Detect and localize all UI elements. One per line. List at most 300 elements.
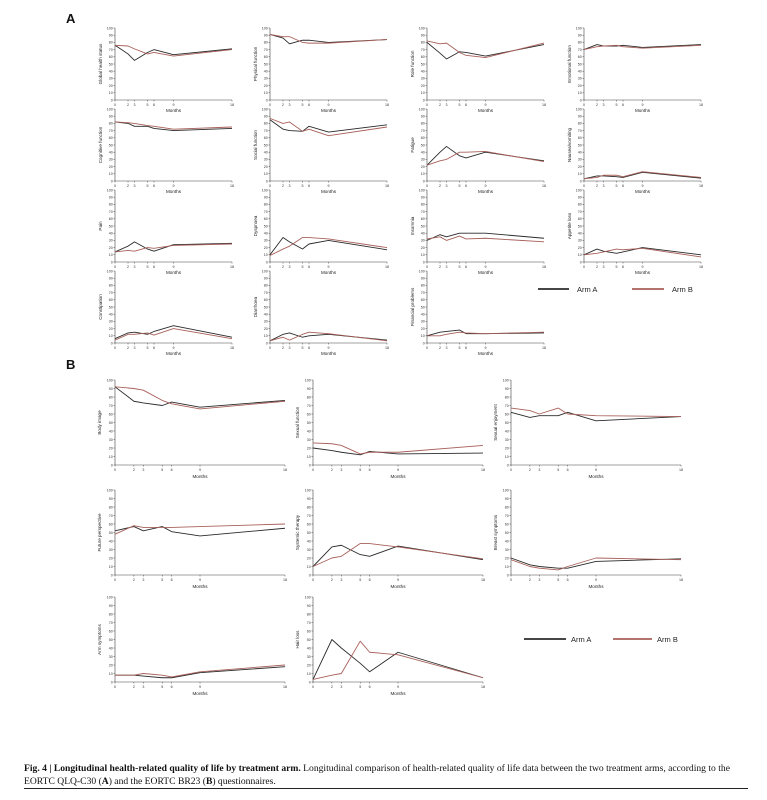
x-tick-label: 0 — [426, 345, 428, 350]
y-tick-label: 50 — [420, 224, 425, 229]
chart-16 — [295, 378, 485, 479]
x-tick-label: 5 — [359, 577, 362, 582]
y-tick-label: 30 — [420, 319, 425, 324]
y-tick-label: 60 — [577, 136, 582, 141]
chart-15 — [97, 378, 287, 479]
y-tick-label: 10 — [420, 334, 425, 339]
y-tick-label: 20 — [504, 556, 509, 561]
y-tick-label: 100 — [418, 269, 425, 274]
x-tick-label: 18 — [385, 183, 389, 188]
x-tick-label: 0 — [426, 102, 428, 107]
x-tick-label: 6 — [153, 183, 155, 188]
x-tick-label: 6 — [368, 577, 371, 582]
chart-5 — [253, 107, 389, 194]
x-tick-label: 9 — [172, 264, 175, 269]
y-tick-label: 20 — [263, 164, 268, 169]
x-tick-label: 9 — [172, 183, 175, 188]
x-tick-label: 3 — [133, 102, 136, 107]
y-tick-label: 30 — [306, 547, 311, 552]
y-tick-label: 30 — [263, 157, 268, 162]
y-tick-label: 70 — [420, 128, 425, 133]
y-tick-label: 90 — [577, 114, 582, 119]
y-tick-label: 80 — [108, 121, 113, 126]
y-axis-label: Appetite loss — [567, 212, 572, 240]
x-axis-label: Months — [320, 108, 337, 113]
y-tick-label: 80 — [263, 283, 268, 288]
x-tick-label: 5 — [557, 467, 560, 472]
y-tick-label: 20 — [577, 245, 582, 250]
y-axis-label: Constipation — [98, 294, 103, 320]
y-tick-label: 0 — [110, 463, 113, 468]
series-line-arm-a — [584, 45, 701, 50]
x-axis-label: Months — [192, 584, 208, 589]
y-tick-label: 0 — [422, 98, 425, 103]
charts-area — [97, 26, 703, 696]
y-tick-label: 90 — [306, 386, 311, 391]
x-tick-label: 0 — [426, 264, 428, 269]
x-tick-label: 18 — [385, 264, 389, 269]
y-axis-label: Breast symptoms — [493, 514, 498, 551]
y-tick-label: 20 — [263, 245, 268, 250]
y-axis-label: Role function — [410, 50, 415, 78]
x-tick-label: 9 — [327, 345, 330, 350]
x-tick-label: 18 — [542, 183, 546, 188]
y-tick-label: 70 — [263, 47, 268, 52]
y-tick-label: 10 — [263, 172, 268, 177]
x-tick-label: 2 — [528, 467, 531, 472]
y-tick-label: 0 — [579, 98, 582, 103]
series-line-arm-b — [427, 151, 544, 165]
x-tick-label: 3 — [340, 577, 343, 582]
y-tick-label: 60 — [108, 136, 113, 141]
y-axis-label: Diarrhoea — [253, 296, 258, 318]
x-tick-label: 0 — [269, 264, 271, 269]
x-tick-label: 18 — [699, 102, 703, 107]
x-tick-label: 3 — [133, 345, 136, 350]
x-tick-label: 18 — [230, 264, 234, 269]
y-tick-label: 100 — [304, 378, 311, 383]
panel-label-a: A — [66, 11, 76, 26]
x-axis-label: Months — [477, 108, 494, 113]
y-axis-label: Cognitive function — [98, 126, 103, 164]
y-tick-label: 30 — [263, 319, 268, 324]
y-tick-label: 30 — [108, 157, 113, 162]
x-tick-label: 5 — [359, 467, 362, 472]
y-tick-label: 40 — [108, 539, 113, 544]
x-tick-label: 18 — [542, 345, 546, 350]
y-tick-label: 60 — [306, 629, 311, 634]
y-tick-label: 20 — [420, 326, 425, 331]
y-tick-label: 0 — [265, 260, 268, 265]
y-tick-label: 80 — [108, 612, 113, 617]
chart-2 — [410, 26, 546, 113]
x-tick-label: 18 — [283, 577, 287, 582]
y-tick-label: 60 — [108, 298, 113, 303]
y-tick-label: 70 — [108, 128, 113, 133]
y-tick-label: 40 — [306, 429, 311, 434]
y-tick-label: 20 — [577, 83, 582, 88]
y-tick-label: 80 — [420, 40, 425, 45]
y-axis-label: Physical function — [253, 46, 258, 82]
x-tick-label: 6 — [368, 684, 371, 689]
x-tick-label: 5 — [161, 467, 164, 472]
x-tick-label: 0 — [269, 345, 271, 350]
y-tick-label: 30 — [263, 76, 268, 81]
x-tick-label: 6 — [465, 264, 467, 269]
x-tick-label: 2 — [330, 467, 333, 472]
x-tick-label: 0 — [114, 264, 116, 269]
y-tick-label: 60 — [108, 412, 113, 417]
chart-6 — [410, 107, 546, 194]
x-axis-label: Months — [390, 584, 406, 589]
y-tick-label: 50 — [420, 62, 425, 67]
x-tick-label: 3 — [133, 264, 136, 269]
y-tick-label: 20 — [108, 556, 113, 561]
x-tick-label: 9 — [484, 264, 487, 269]
y-tick-label: 70 — [306, 403, 311, 408]
y-tick-label: 60 — [306, 522, 311, 527]
x-tick-label: 5 — [359, 684, 362, 689]
y-tick-label: 80 — [108, 40, 113, 45]
x-tick-label: 18 — [481, 577, 485, 582]
y-tick-label: 70 — [108, 290, 113, 295]
y-tick-label: 50 — [577, 224, 582, 229]
series-line-arm-a — [313, 640, 483, 680]
y-axis-label: Systemic therapy — [295, 514, 300, 551]
x-tick-label: 18 — [283, 684, 287, 689]
y-tick-label: 90 — [108, 33, 113, 38]
x-tick-label: 2 — [132, 467, 135, 472]
x-tick-label: 0 — [114, 183, 116, 188]
x-tick-label: 5 — [458, 264, 461, 269]
x-tick-label: 18 — [679, 577, 683, 582]
x-tick-label: 9 — [199, 577, 201, 582]
series-line-arm-b — [313, 544, 483, 567]
y-tick-label: 40 — [108, 429, 113, 434]
chart-21 — [97, 595, 287, 696]
x-tick-label: 18 — [699, 264, 703, 269]
y-tick-label: 80 — [108, 283, 113, 288]
x-tick-label: 3 — [142, 467, 145, 472]
x-axis-label: Months — [165, 189, 182, 194]
y-tick-label: 30 — [108, 437, 113, 442]
x-axis-label: Months — [165, 270, 182, 275]
y-tick-label: 20 — [420, 245, 425, 250]
x-tick-label: 9 — [641, 102, 644, 107]
y-tick-label: 20 — [108, 83, 113, 88]
series-line-arm-a — [313, 545, 483, 566]
x-axis-label: Months — [588, 474, 604, 479]
x-tick-label: 18 — [481, 684, 485, 689]
x-tick-label: 6 — [308, 183, 310, 188]
x-tick-label: 18 — [542, 264, 546, 269]
x-tick-label: 0 — [114, 345, 116, 350]
y-tick-label: 10 — [108, 564, 113, 569]
y-tick-label: 70 — [108, 403, 113, 408]
x-tick-label: 9 — [595, 467, 597, 472]
x-axis-label: Months — [477, 351, 494, 356]
y-tick-label: 100 — [261, 269, 268, 274]
x-tick-label: 9 — [327, 183, 330, 188]
x-tick-label: 3 — [288, 345, 291, 350]
x-tick-label: 6 — [566, 467, 569, 472]
chart-14 — [410, 269, 546, 356]
x-tick-label: 2 — [596, 102, 598, 107]
y-tick-label: 20 — [108, 663, 113, 668]
x-tick-label: 2 — [132, 577, 135, 582]
y-tick-label: 0 — [110, 260, 113, 265]
y-tick-label: 20 — [577, 164, 582, 169]
y-tick-label: 40 — [263, 312, 268, 317]
x-tick-label: 3 — [340, 467, 343, 472]
x-tick-label: 5 — [146, 345, 149, 350]
y-tick-label: 40 — [306, 646, 311, 651]
y-tick-label: 50 — [108, 62, 113, 67]
y-tick-label: 90 — [504, 496, 509, 501]
series-line-arm-b — [115, 387, 285, 409]
x-tick-label: 6 — [170, 684, 173, 689]
x-tick-label: 9 — [397, 467, 399, 472]
y-tick-label: 70 — [263, 290, 268, 295]
x-tick-label: 18 — [679, 467, 683, 472]
x-tick-label: 2 — [439, 345, 441, 350]
y-tick-label: 80 — [420, 202, 425, 207]
x-tick-label: 9 — [327, 102, 330, 107]
x-tick-label: 2 — [282, 345, 284, 350]
y-tick-label: 60 — [504, 522, 509, 527]
y-tick-label: 60 — [420, 298, 425, 303]
y-tick-label: 90 — [108, 276, 113, 281]
y-tick-label: 30 — [577, 238, 582, 243]
y-tick-label: 20 — [420, 83, 425, 88]
x-tick-label: 2 — [528, 577, 531, 582]
y-axis-label: Future perspective — [97, 513, 102, 552]
x-tick-label: 9 — [397, 577, 399, 582]
x-tick-label: 3 — [445, 264, 448, 269]
y-tick-label: 60 — [420, 136, 425, 141]
chart-0 — [98, 26, 234, 113]
y-tick-label: 30 — [577, 76, 582, 81]
y-tick-label: 80 — [420, 121, 425, 126]
y-axis-label: Hair loss — [295, 630, 300, 649]
y-axis-label: Social function — [253, 130, 258, 160]
legend-a-arm-a-label: Arm A — [577, 285, 598, 294]
x-tick-label: 5 — [161, 577, 164, 582]
y-tick-label: 70 — [306, 620, 311, 625]
y-tick-label: 90 — [577, 33, 582, 38]
y-tick-label: 100 — [106, 378, 113, 383]
x-tick-label: 2 — [596, 183, 598, 188]
y-tick-label: 30 — [108, 319, 113, 324]
y-tick-label: 40 — [108, 646, 113, 651]
x-axis-label: Months — [192, 691, 208, 696]
y-tick-label: 100 — [418, 107, 425, 112]
panel-label-b: B — [66, 357, 76, 372]
series-line-arm-b — [115, 244, 232, 252]
y-tick-label: 100 — [106, 26, 113, 31]
chart-22 — [295, 595, 485, 696]
y-tick-label: 0 — [110, 98, 113, 103]
x-tick-label: 9 — [397, 684, 399, 689]
x-tick-label: 5 — [146, 264, 149, 269]
y-tick-label: 90 — [420, 276, 425, 281]
y-tick-label: 0 — [579, 179, 582, 184]
x-tick-label: 6 — [566, 577, 569, 582]
y-tick-label: 70 — [263, 209, 268, 214]
y-tick-label: 40 — [108, 69, 113, 74]
y-tick-label: 100 — [106, 107, 113, 112]
x-axis-label: Months — [477, 270, 494, 275]
x-tick-label: 6 — [622, 102, 624, 107]
x-tick-label: 9 — [484, 345, 487, 350]
x-tick-label: 18 — [542, 102, 546, 107]
series-line-arm-b — [313, 641, 483, 679]
x-tick-label: 5 — [458, 345, 461, 350]
y-tick-label: 100 — [304, 488, 311, 493]
y-tick-label: 70 — [263, 128, 268, 133]
y-tick-label: 100 — [106, 269, 113, 274]
y-tick-label: 30 — [577, 157, 582, 162]
x-tick-label: 9 — [641, 264, 644, 269]
y-tick-label: 0 — [110, 179, 113, 184]
x-tick-label: 18 — [230, 345, 234, 350]
y-tick-label: 80 — [577, 202, 582, 207]
y-tick-label: 80 — [108, 395, 113, 400]
caption-text-2: ) and the EORTC BR23 ( — [108, 776, 206, 787]
x-axis-label: Months — [320, 351, 337, 356]
y-tick-label: 50 — [263, 143, 268, 148]
x-tick-label: 0 — [114, 102, 116, 107]
x-tick-label: 5 — [458, 183, 461, 188]
y-tick-label: 20 — [263, 326, 268, 331]
y-tick-label: 90 — [108, 496, 113, 501]
y-tick-label: 60 — [263, 136, 268, 141]
x-tick-label: 2 — [330, 684, 333, 689]
y-tick-label: 80 — [263, 40, 268, 45]
x-tick-label: 3 — [602, 183, 605, 188]
y-tick-label: 80 — [306, 505, 311, 510]
x-axis-label: Months — [165, 351, 182, 356]
y-tick-label: 50 — [108, 305, 113, 310]
y-axis-label: Emotional function — [567, 45, 572, 83]
series-line-arm-a — [427, 42, 544, 59]
y-tick-label: 40 — [504, 429, 509, 434]
chart-12 — [98, 269, 234, 356]
chart-1 — [253, 26, 389, 113]
y-tick-label: 80 — [108, 202, 113, 207]
y-tick-label: 50 — [108, 530, 113, 535]
y-tick-label: 100 — [502, 378, 509, 383]
y-tick-label: 10 — [263, 253, 268, 258]
legend-b-arm-a-label: Arm A — [571, 635, 592, 644]
y-tick-label: 50 — [577, 62, 582, 67]
series-line-arm-a — [270, 34, 387, 43]
y-tick-label: 80 — [420, 283, 425, 288]
series-line-arm-a — [115, 326, 232, 339]
caption-rule — [24, 788, 748, 789]
y-tick-label: 90 — [577, 195, 582, 200]
y-tick-label: 60 — [504, 412, 509, 417]
x-tick-label: 5 — [301, 102, 304, 107]
chart-3 — [567, 26, 703, 113]
y-tick-label: 0 — [422, 260, 425, 265]
x-tick-label: 6 — [153, 264, 155, 269]
x-tick-label: 3 — [445, 102, 448, 107]
x-tick-label: 0 — [269, 183, 271, 188]
y-tick-label: 40 — [263, 231, 268, 236]
y-tick-label: 60 — [306, 412, 311, 417]
x-tick-label: 5 — [557, 577, 560, 582]
x-tick-label: 6 — [153, 345, 155, 350]
x-tick-label: 5 — [161, 684, 164, 689]
x-tick-label: 2 — [282, 102, 284, 107]
y-tick-label: 90 — [108, 386, 113, 391]
y-tick-label: 90 — [306, 496, 311, 501]
y-tick-label: 50 — [108, 637, 113, 642]
figure-caption — [24, 762, 748, 788]
x-tick-label: 3 — [142, 577, 145, 582]
y-tick-label: 90 — [420, 195, 425, 200]
y-tick-label: 10 — [108, 253, 113, 258]
legend-panel-a — [538, 285, 693, 294]
caption-ref-b: B — [205, 776, 213, 787]
y-tick-label: 10 — [504, 454, 509, 459]
y-tick-label: 30 — [504, 547, 509, 552]
x-tick-label: 9 — [641, 183, 644, 188]
y-tick-label: 40 — [420, 150, 425, 155]
x-tick-label: 5 — [301, 345, 304, 350]
y-tick-label: 30 — [108, 238, 113, 243]
y-tick-label: 60 — [108, 522, 113, 527]
x-tick-label: 5 — [615, 264, 618, 269]
y-tick-label: 100 — [575, 188, 582, 193]
y-tick-label: 70 — [504, 403, 509, 408]
y-tick-label: 0 — [308, 680, 311, 685]
y-tick-label: 30 — [420, 76, 425, 81]
y-tick-label: 60 — [108, 629, 113, 634]
y-tick-label: 100 — [106, 188, 113, 193]
y-tick-label: 40 — [108, 150, 113, 155]
y-tick-label: 70 — [420, 209, 425, 214]
x-tick-label: 6 — [308, 345, 310, 350]
y-tick-label: 60 — [263, 217, 268, 222]
y-tick-label: 0 — [308, 463, 311, 468]
y-tick-label: 10 — [263, 334, 268, 339]
y-axis-label: Insomnia — [410, 216, 415, 236]
y-axis-label: Financial problems — [410, 287, 415, 327]
y-axis-label: Sexual function — [295, 406, 300, 439]
x-tick-label: 9 — [484, 102, 487, 107]
x-tick-label: 2 — [439, 102, 441, 107]
chart-9 — [253, 188, 389, 275]
chart-7 — [567, 107, 703, 194]
x-axis-label: Months — [165, 108, 182, 113]
chart-8 — [98, 188, 234, 275]
y-tick-label: 80 — [577, 121, 582, 126]
y-tick-label: 10 — [108, 91, 113, 96]
y-tick-label: 0 — [265, 179, 268, 184]
x-tick-label: 2 — [127, 183, 129, 188]
y-tick-label: 20 — [306, 446, 311, 451]
x-tick-label: 5 — [458, 102, 461, 107]
x-tick-label: 3 — [142, 684, 145, 689]
y-tick-label: 90 — [108, 195, 113, 200]
x-tick-label: 3 — [538, 577, 541, 582]
y-axis-label: Nausea/vomiting — [567, 127, 572, 163]
y-tick-label: 20 — [306, 663, 311, 668]
x-tick-label: 0 — [114, 684, 116, 689]
x-tick-label: 3 — [288, 102, 291, 107]
